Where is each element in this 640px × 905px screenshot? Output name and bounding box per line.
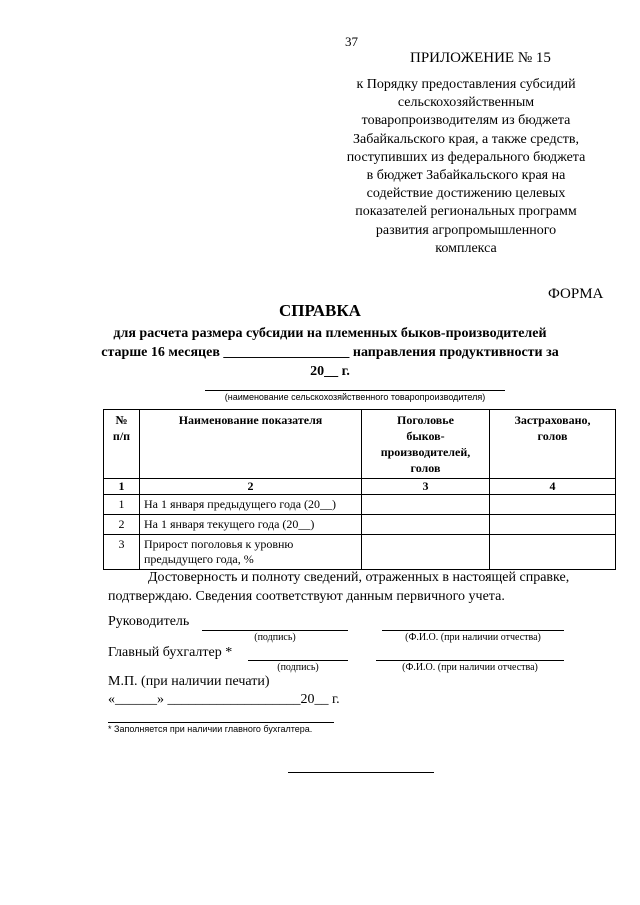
table-header-row bbox=[104, 410, 616, 479]
row-indicator: Прирост поголовья к уровню предыдущего года, % bbox=[140, 535, 362, 570]
row-number: 1 bbox=[104, 495, 140, 515]
producer-name-line[interactable] bbox=[205, 390, 505, 391]
appendix-description bbox=[336, 76, 596, 258]
table-row bbox=[104, 535, 616, 570]
data-table bbox=[103, 409, 616, 570]
accountant-label: Главный бухгалтер * bbox=[108, 645, 233, 660]
table-row bbox=[104, 495, 616, 515]
appendix-line: сельскохозяйственным bbox=[397, 95, 535, 111]
head-label: Руководитель bbox=[108, 614, 190, 629]
accountant-name-caption: (Ф.И.О. (при наличии отчества) bbox=[402, 662, 538, 673]
header-col-2: Наименование показателя bbox=[140, 410, 362, 479]
insured-cell[interactable] bbox=[490, 535, 616, 570]
footnote-separator bbox=[108, 722, 334, 723]
appendix-line: товаропроизводителям из бюджета bbox=[361, 113, 571, 129]
appendix-line: показателей региональных программ bbox=[355, 204, 577, 220]
column-number: 4 bbox=[490, 479, 616, 495]
head-sign-caption: (подпись) bbox=[254, 632, 296, 643]
certification-line-2: подтверждаю. Сведения соответствуют данным первичного учета. bbox=[108, 589, 505, 604]
footnote: * Заполняется при наличии главного бухгалтера. bbox=[108, 724, 313, 734]
appendix-line: комплекса bbox=[435, 240, 497, 256]
head-name-line[interactable] bbox=[382, 630, 564, 631]
header-col-3: Поголовье быков- производителей, голов bbox=[362, 410, 490, 479]
row-number: 3 bbox=[104, 535, 140, 570]
appendix-line: поступивших из федерального бюджета bbox=[346, 149, 586, 165]
column-number: 2 bbox=[140, 479, 362, 495]
accountant-name-line[interactable] bbox=[376, 660, 564, 661]
head-count-cell[interactable] bbox=[362, 495, 490, 515]
table-row bbox=[104, 515, 616, 535]
document-subtitle-line-2: старше 16 месяцев __________________ направления продуктивности за bbox=[101, 345, 559, 360]
appendix-line: развития агропромышленного bbox=[375, 222, 557, 238]
accountant-signature-line[interactable] bbox=[248, 660, 348, 661]
document-title: СПРАВКА bbox=[279, 301, 361, 320]
producer-caption: (наименование сельскохозяйственного товаропроизводителя) bbox=[224, 392, 486, 402]
page-number: 37 bbox=[345, 34, 358, 49]
column-number: 1 bbox=[104, 479, 140, 495]
document-subtitle-line-1: для расчета размера субсидии на племенных быков-производителей bbox=[113, 326, 547, 341]
header-col-1: № п/п bbox=[104, 410, 140, 479]
head-name-caption: (Ф.И.О. (при наличии отчества) bbox=[405, 632, 541, 643]
head-count-cell[interactable] bbox=[362, 515, 490, 535]
insured-cell[interactable] bbox=[490, 515, 616, 535]
appendix-title: ПРИЛОЖЕНИЕ № 15 bbox=[410, 50, 551, 66]
column-number: 3 bbox=[362, 479, 490, 495]
end-separator bbox=[288, 772, 434, 773]
date-line[interactable]: «______» ___________________20__ г. bbox=[108, 692, 340, 707]
stamp-label: М.П. (при наличии печати) bbox=[108, 674, 270, 689]
head-count-cell[interactable] bbox=[362, 535, 490, 570]
row-indicator: На 1 января предыдущего года (20__) bbox=[140, 495, 362, 515]
row-indicator: На 1 января текущего года (20__) bbox=[140, 515, 362, 535]
form-label: ФОРМА bbox=[548, 286, 604, 302]
row-number: 2 bbox=[104, 515, 140, 535]
appendix-line: содействие достижению целевых bbox=[366, 186, 566, 202]
appendix-line: Забайкальского края, а также средств, bbox=[352, 131, 580, 147]
accountant-sign-caption: (подпись) bbox=[277, 662, 319, 673]
document-subtitle-line-3: 20__ г. bbox=[310, 364, 350, 379]
insured-cell[interactable] bbox=[490, 495, 616, 515]
certification-line-1: Достоверность и полноту сведений, отраженных в настоящей справке, bbox=[148, 570, 570, 585]
appendix-line: в бюджет Забайкальского края на bbox=[366, 168, 566, 184]
column-number-row bbox=[104, 479, 616, 495]
head-signature-line[interactable] bbox=[202, 630, 348, 631]
appendix-line: к Порядку предоставления субсидий bbox=[356, 77, 576, 92]
header-col-4: Застраховано, голов bbox=[490, 410, 616, 479]
